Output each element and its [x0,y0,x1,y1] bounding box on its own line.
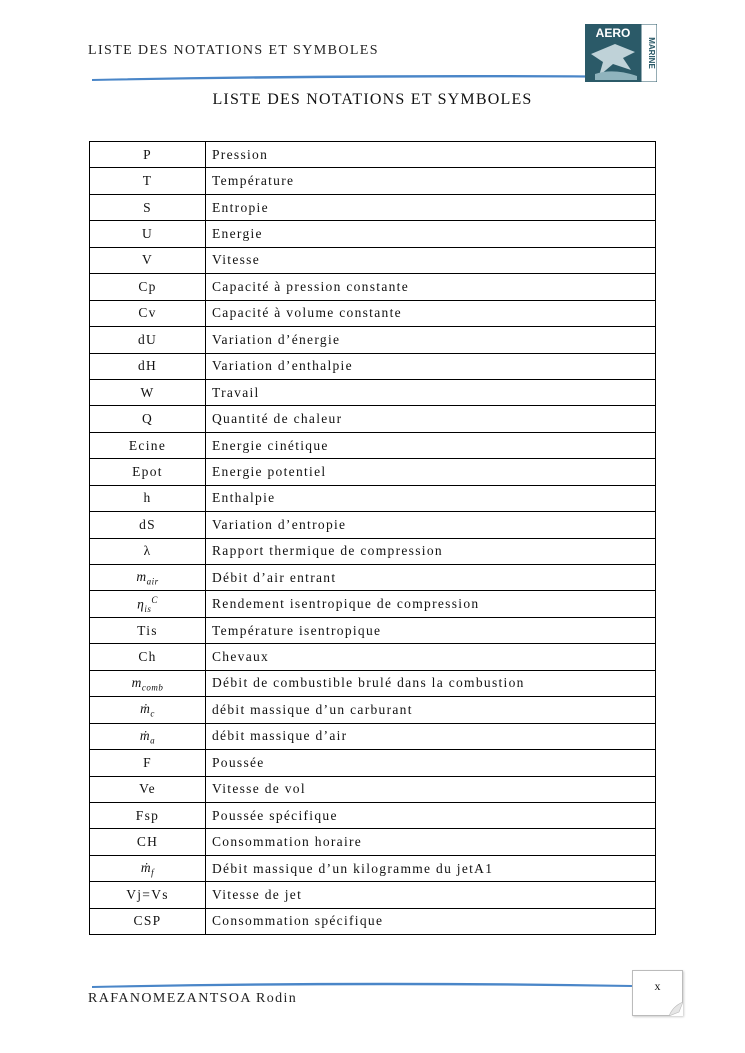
symbol-subscript: c [150,708,155,719]
table-row [90,538,656,564]
table-row [90,670,656,696]
table-row [90,908,656,934]
description-cell: Variation d’enthalpie [206,353,656,379]
table-row [90,485,656,511]
symbol-text: Tis [137,622,158,638]
notation-table [89,141,656,935]
description-cell: Vitesse de vol [206,776,656,802]
symbol-cell [90,565,206,591]
symbol-text: V [141,252,154,268]
symbol-cell [90,247,206,273]
logo-word-aero: AERO [595,26,631,40]
symbol-cell [90,194,206,220]
symbol-cell [90,591,206,617]
description-cell: Température [206,168,656,194]
symbol-text: dU [137,331,158,347]
table-row [90,565,656,591]
symbol-cell [90,168,206,194]
description-cell: Poussée spécifique [206,802,656,828]
table-row [90,750,656,776]
symbol-text: m [136,568,147,584]
table-row [90,194,656,220]
symbol-text: Cp [138,278,157,294]
symbol-cell [90,776,206,802]
symbol-subscript: is [144,603,152,614]
description-cell: Travail [206,379,656,405]
page-number: x [654,979,661,993]
symbol-text: h [143,490,152,506]
symbol-text: η [137,596,145,612]
symbol-subscript: air [146,576,159,587]
table-row [90,697,656,723]
symbol-text: W [140,384,155,400]
symbol-cell [90,855,206,881]
symbol-cell [90,300,206,326]
symbol-cell [90,802,206,828]
description-cell: Consommation horaire [206,829,656,855]
symbol-text: Ve [139,781,156,797]
table-row [90,617,656,643]
symbol-subscript: a [150,735,156,746]
description-cell: Entropie [206,194,656,220]
page-number-box [632,970,683,1016]
description-cell: débit massique d’un carburant [206,697,656,723]
symbol-text: S [143,199,152,215]
description-cell: Energie potentiel [206,459,656,485]
table-row [90,829,656,855]
footer-decorative-rule [92,980,632,990]
symbol-cell [90,670,206,696]
table-row [90,353,656,379]
symbol-text: F [143,754,152,770]
symbol-superscript: C [151,594,158,605]
description-cell: Débit massique d’un kilogramme du jetA1 [206,855,656,881]
symbol-cell [90,512,206,538]
symbol-text: P [143,146,152,162]
symbol-text: ṁ [140,701,151,717]
symbol-cell [90,908,206,934]
symbol-cell [90,221,206,247]
description-cell: Consommation spécifique [206,908,656,934]
description-cell: Rapport thermique de compression [206,538,656,564]
symbol-text: Ecine [128,437,167,453]
document-title: LISTE DES NOTATIONS ET SYMBOLES [212,91,533,108]
symbol-cell [90,459,206,485]
symbol-cell [90,644,206,670]
description-cell: Débit d’air entrant [206,565,656,591]
table-row [90,776,656,802]
description-cell: Variation d’entropie [206,512,656,538]
table-row [90,168,656,194]
symbol-text: λ [143,543,152,559]
table-row [90,855,656,881]
table-row [90,512,656,538]
symbol-cell [90,882,206,908]
symbol-text: ṁ [139,727,151,743]
description-cell: Energie cinétique [206,432,656,458]
symbol-subscript: comb [141,682,164,693]
symbol-cell [90,723,206,749]
symbol-text: T [142,173,153,189]
description-cell: Variation d’énergie [206,327,656,353]
symbol-subscript: f [151,867,155,878]
symbol-cell [90,538,206,564]
symbol-text: dS [139,516,156,532]
table-row [90,379,656,405]
symbol-text: dH [137,358,158,374]
symbol-cell [90,485,206,511]
description-cell: Rendement isentropique de compression [206,591,656,617]
table-row [90,142,656,168]
table-row [90,327,656,353]
symbol-text: CSP [133,913,162,929]
table-row [90,591,656,617]
symbol-text: Vj=Vs [126,886,169,902]
running-header-title: LISTE DES NOTATIONS ET SYMBOLES [88,43,379,58]
table-row [90,644,656,670]
symbol-text: CH [136,834,159,850]
symbol-text: Epot [132,463,163,479]
symbol-cell [90,327,206,353]
description-cell: Température isentropique [206,617,656,643]
symbol-cell [90,274,206,300]
symbol-text: m [131,674,142,690]
logo-word-marine: MARINE [647,37,656,69]
table-row [90,247,656,273]
symbol-cell [90,142,206,168]
description-cell: Poussée [206,750,656,776]
symbol-text: Cv [138,305,157,321]
symbol-cell [90,432,206,458]
table-row [90,432,656,458]
description-cell: Vitesse de jet [206,882,656,908]
symbol-cell [90,750,206,776]
symbol-text: Fsp [135,807,160,823]
description-cell: Chevaux [206,644,656,670]
table-row [90,723,656,749]
table-row [90,459,656,485]
description-cell: Débit de combustible brulé dans la combustion [206,670,656,696]
description-cell: Pression [206,142,656,168]
symbol-cell [90,406,206,432]
description-cell: Capacité à volume constante [206,300,656,326]
symbol-cell [90,697,206,723]
description-cell: Energie [206,221,656,247]
description-cell: Capacité à pression constante [206,274,656,300]
description-cell: débit massique d’air [206,723,656,749]
footer-author: RAFANOMEZANTSOA Rodin [88,991,298,1006]
table-row [90,274,656,300]
symbol-cell [90,353,206,379]
description-cell: Enthalpie [206,485,656,511]
symbol-text: ṁ [140,859,152,875]
header-decorative-rule [92,73,652,83]
symbol-text: U [141,226,154,242]
symbol-cell [90,829,206,855]
table-row [90,802,656,828]
description-cell: Vitesse [206,247,656,273]
description-cell: Quantité de chaleur [206,406,656,432]
aero-marine-logo [585,24,657,82]
table-row [90,221,656,247]
table-row [90,882,656,908]
symbol-cell [90,379,206,405]
table-row [90,406,656,432]
table-row [90,300,656,326]
symbol-text: Q [141,411,154,427]
page-curl-icon [669,1002,683,1016]
symbol-cell [90,617,206,643]
symbol-text: Ch [138,649,157,665]
